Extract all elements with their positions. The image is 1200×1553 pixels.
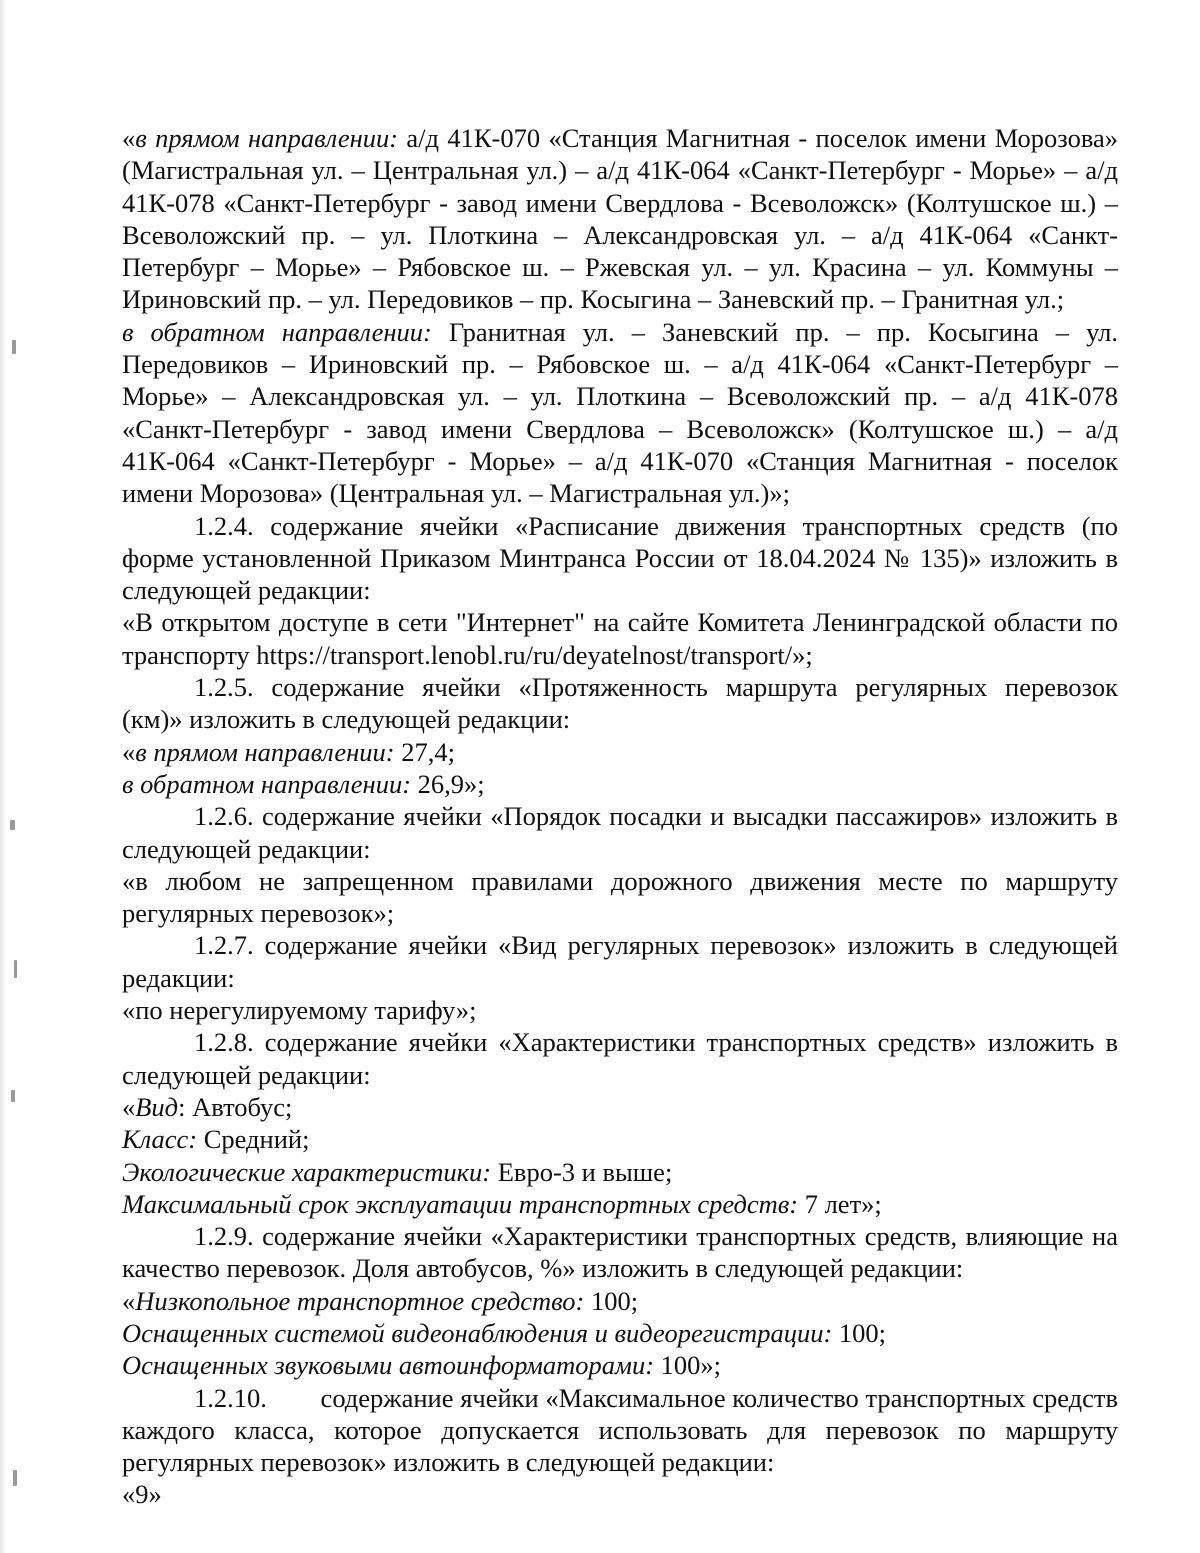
vehicle-class-label: Класс: <box>122 1124 198 1155</box>
audio-informers-value: 100»; <box>654 1350 722 1381</box>
length-reverse-value: 26,9»; <box>411 768 485 799</box>
transport-type-text: «по нерегулируемому тарифу»; <box>122 995 477 1026</box>
clause-1-2-10: 1.2.10. содержание ячейки «Максимальное количество транспортных средств каждого класса, которое допускается использовать для перевозок по маршруту регулярных перевозок» изложить в следующей редакции: <box>122 1382 1125 1478</box>
ecological-class <box>122 1156 1118 1188</box>
forward-direction-label: в прямом направлении: <box>135 736 395 767</box>
paragraph-forward-route <box>122 122 1118 316</box>
clause-1-2-4: 1.2.4. содержание ячейки «Расписание движения транспортных средств (по форме установленной Приказом Минтранса России от 18.04.2024 № 135)» изложить в следующей редакции: <box>122 510 1118 606</box>
length-reverse <box>122 768 1118 800</box>
max-service-life-label: Максимальный срок эксплуатации транспортных средств: <box>122 1188 799 1219</box>
low-floor-label: Низкопольное транспортное средство: <box>135 1285 585 1316</box>
reverse-direction-label: в обратном направлении: <box>122 768 412 799</box>
boarding-order-text: «в любом не запрещенном правилами дорожного движения месте по маршруту регулярных перевозок»; <box>122 865 1118 929</box>
scan-speck <box>10 820 15 830</box>
video-surveillance-share <box>122 1317 1118 1349</box>
length-forward <box>122 736 1118 768</box>
clause-1-2-6: 1.2.6. содержание ячейки «Порядок посадки и высадки пассажиров» изложить в следующей редакции: <box>122 801 1118 864</box>
low-floor-value: 100; <box>584 1285 639 1316</box>
document-page <box>122 122 1125 1511</box>
ecological-class-label: Экологические характеристики: <box>122 1156 492 1187</box>
quote-open: « <box>122 1285 136 1316</box>
forward-route-text: а/д 41К-070 «Станция Магнитная - поселок имени Морозова» (Магистральная ул. – Центральная ул.) – а/д 41К-064 «Санкт-Петербург - Морье» – а/д 41К-078 «Санкт-Петербург - завод имени Свердлова - Всеволожск» (Колтушское ш.) – Всеволожский пр. – ул. Плоткина – Александровская ул. – а/д 41К-064 «Санкт-Петербург – Морье» – Рябовское ш. – Ржевская ул. – ул. Красина – ул. Коммуны – Ириновский пр. – ул. Передовиков – пр. Косыгина – Заневский пр. – Гранитная ул.; <box>122 123 1118 315</box>
video-surveillance-label: Оснащенных системой видеонаблюдения и видеорегистрации: <box>122 1317 833 1348</box>
quote-open: « <box>122 1091 136 1122</box>
forward-direction-label: в прямом направлении: <box>135 123 399 153</box>
vehicle-class <box>122 1123 1118 1155</box>
audio-informers-label: Оснащенных звуковыми автоинформаторами: <box>122 1350 655 1381</box>
vehicle-kind-value: : Автобус; <box>178 1091 293 1122</box>
audio-informers-share <box>122 1349 1118 1381</box>
scan-speck <box>14 960 17 978</box>
max-vehicles-value: «9» <box>122 1479 162 1510</box>
clause-1-2-8: 1.2.8. содержание ячейки «Характеристики транспортных средств» изложить в следующей редакции: <box>122 1027 1118 1090</box>
vehicle-kind <box>122 1091 1118 1123</box>
quote-open: « <box>122 736 136 767</box>
vehicle-kind-label: Вид <box>135 1091 179 1122</box>
quote-open: « <box>122 123 136 153</box>
video-surveillance-value: 100; <box>832 1317 887 1348</box>
ecological-class-value: Евро-3 и выше; <box>491 1156 673 1187</box>
length-forward-value: 27,4; <box>394 736 456 767</box>
low-floor-share <box>122 1285 1118 1317</box>
scan-edge-shadow <box>0 0 6 1553</box>
vehicle-class-value: Средний; <box>197 1124 310 1155</box>
max-service-life <box>122 1188 1118 1220</box>
clause-1-2-7: 1.2.7. содержание ячейки «Вид регулярных перевозок» изложить в следующей редакции: <box>122 930 1118 993</box>
scan-speck <box>11 1090 15 1102</box>
schedule-link-text: «В открытом доступе в сети "Интернет" на сайте Комитета Ленинградской области по транспорту https://transport.lenobl.ru/ru/deyatelnost/transport/»; <box>122 607 1118 670</box>
reverse-route-text: Гранитная ул. – Заневский пр. – пр. Косыгина – ул. Передовиков – Ириновский пр. – Рябовское ш. – а/д 41К-064 «Санкт-Петербург – Морье» – Александровская ул. – ул. Плоткина – Всеволожский пр. – а/д 41К-078 «Санкт-Петербург - завод имени Свердлова – Всеволожск» (Колтушское ш.) – а/д 41К-064 «Санкт-Петербург - Морье» – а/д 41К-070 «Станция Магнитная - поселок имени Морозова» (Центральная ул. – Магистральная ул.)»; <box>122 316 1119 509</box>
clause-1-2-9: 1.2.9. содержание ячейки «Характеристики транспортных средств, влияющие на качество перевозок. Доля автобусов, %» изложить в следующей редакции: <box>122 1221 1118 1284</box>
max-service-life-value: 7 лет»; <box>798 1188 882 1219</box>
scan-speck <box>13 1470 17 1486</box>
clause-1-2-5: 1.2.5. содержание ячейки «Протяженность маршрута регулярных перевозок (км)» изложить в следующей редакции: <box>122 672 1118 735</box>
scan-speck <box>12 340 16 354</box>
paragraph-reverse-route <box>122 316 1118 510</box>
reverse-direction-label: в обратном направлении: <box>122 316 432 347</box>
